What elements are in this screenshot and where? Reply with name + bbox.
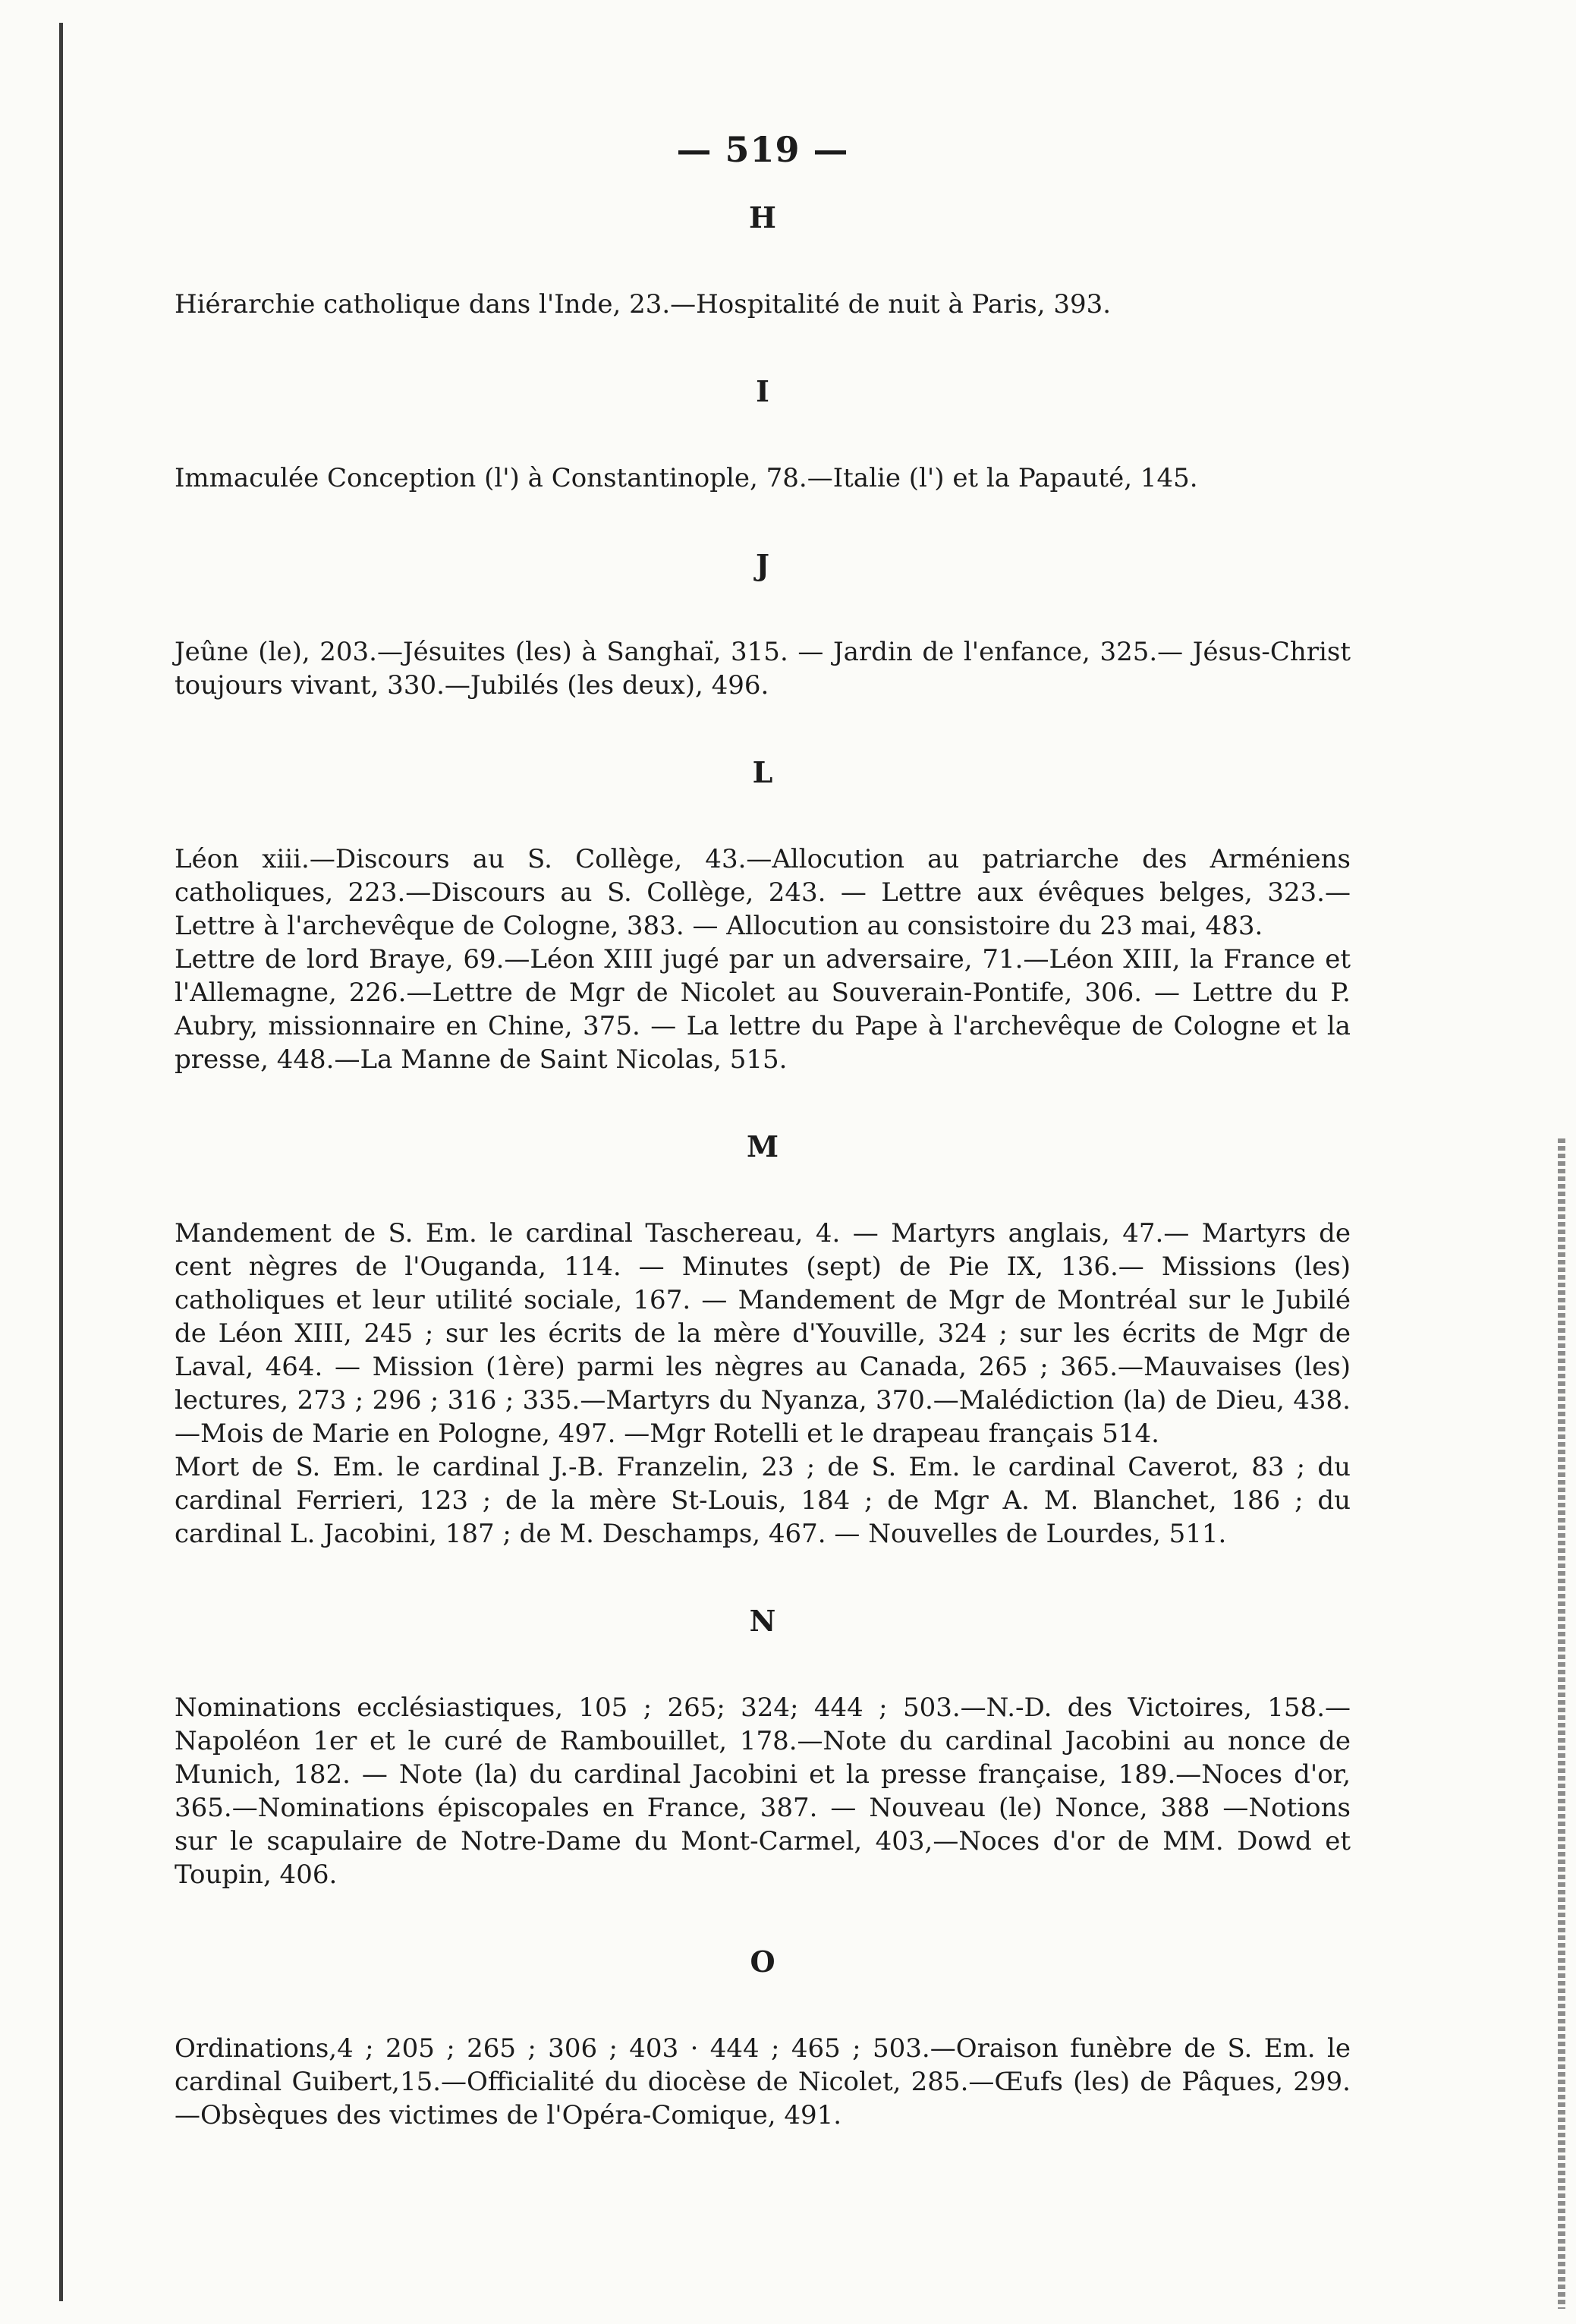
section-letter: O [750,1945,775,1979]
section-entries [175,1691,1351,1891]
index-paragraph: Mandement de S. Em. le cardinal Taschereau, 4. — Martyrs anglais, 47.— Martyrs de cent nègres de l'Ouganda, 114. — Minutes (sept) de Pie IX, 136.— Missions (les) catholiques et leur utilité sociale, 167. — Mandement de Mgr de Montréal sur le Jubilé de Léon XIII, 245 ; sur les écrits de la mère d'Youville, 324 ; sur les écrits de Mgr de Laval, 464. — Mission (1ère) parmi les nègres au Canada, 265 ; 365.—Mauvaises (les) lectures, 273 ; 296 ; 316 ; 335.—Martyrs du Nyanza, 370.—Malédiction (la) de Dieu, 438.—Mois de Marie en Pologne, 497. —Mgr Rotelli et le drapeau français 514. [175,1218,1351,1449]
section-letter: H [749,200,776,235]
section-n [175,1604,1351,1891]
scan-shadow-left [59,23,63,2301]
scan-shadow-right [1558,1138,1565,2309]
section-entries [175,2032,1351,2132]
section-letter: I [756,374,769,408]
page-number: — 519 — [676,129,849,170]
index-paragraph: Léon xiii.—Discours au S. Collège, 43.—Allocution au patriarche des Arméniens catholiques, 223.—Discours au S. Collège, 243. — Lettre aux évêques belges, 323.—Lettre à l'archevêque de Cologne, 383. — Allocution au consistoire du 23 mai, 483. [175,844,1351,941]
section-entries [175,461,1351,495]
section-l [175,755,1351,1076]
section-entries [175,288,1351,321]
section-entries [175,842,1351,1076]
section-entries [175,1217,1351,1551]
section-m [175,1129,1351,1551]
index-paragraph: Lettre de lord Braye, 69.—Léon XIII jugé par un adversaire, 71.—Léon XIII, la France et l'Allemagne, 226.—Lettre de Mgr de Nicolet au Souverain-Pontife, 306. — Lettre du P. Aubry, missionnaire en Chine, 375. — La lettre du Pape à l'archevêque de Cologne et la presse, 448.—La Manne de Saint Nicolas, 515. [175,944,1351,1075]
section-letter: L [752,755,773,789]
index-paragraph: Immaculée Conception (l') à Constantinople, 78.—Italie (l') et la Papauté, 145. [175,463,1198,493]
index-paragraph: Hiérarchie catholique dans l'Inde, 23.—Hospitalité de nuit à Paris, 393. [175,289,1112,320]
section-letter: N [749,1604,776,1638]
index-paragraph: Jeûne (le), 203.—Jésuites (les) à Sanghaï, 315. — Jardin de l'enfance, 325.— Jésus-Christ toujours vivant, 330.—Jubilés (les deux), 496. [175,637,1351,701]
section-entries [175,635,1351,702]
section-o [175,1945,1351,2132]
index-page [175,129,1351,2132]
section-i [175,374,1351,495]
section-letter: J [756,548,769,582]
index-paragraph: Ordinations,4 ; 205 ; 265 ; 306 ; 403 · 444 ; 465 ; 503.—Oraison funèbre de S. Em. le cardinal Guibert,15.—Officialité du diocèse de Nicolet, 285.—Œufs (les) de Pâques, 299.—Obsèques des victimes de l'Opéra-Comique, 491. [175,2033,1351,2130]
index-paragraph: Mort de S. Em. le cardinal J.-B. Franzelin, 23 ; de S. Em. le cardinal Caverot, 83 ; du cardinal Ferrieri, 123 ; de la mère St-Louis, 184 ; de Mgr A. M. Blanchet, 186 ; du cardinal L. Jacobini, 187 ; de M. Deschamps, 467. — Nouvelles de Lourdes, 511. [175,1452,1351,1549]
index-paragraph: Nominations ecclésiastiques, 105 ; 265; 324; 444 ; 503.—N.-D. des Victoires, 158.—Napoléon 1er et le curé de Rambouillet, 178.—Note du cardinal Jacobini au nonce de Munich, 182. — Note (la) du cardinal Jacobini et la presse française, 189.—Noces d'or, 365.—Nominations épiscopales en France, 387. — Nouveau (le) Nonce, 388 —Notions sur le scapulaire de Notre-Dame du Mont-Carmel, 403,—Noces d'or de MM. Dowd et Toupin, 406. [175,1693,1351,1890]
section-j [175,548,1351,702]
section-h [175,200,1351,321]
section-letter: M [746,1129,779,1164]
